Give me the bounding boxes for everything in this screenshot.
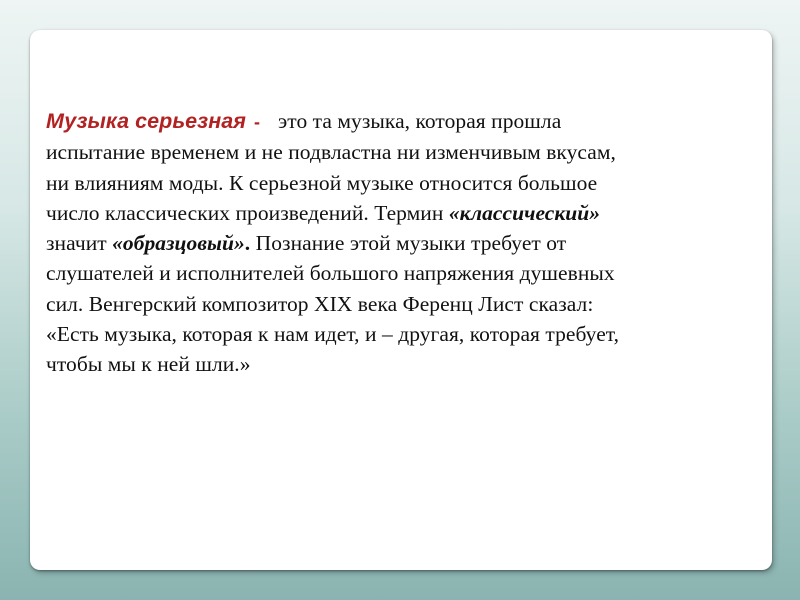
paragraph-line-8 [46,319,776,349]
bold-period: . [244,231,251,256]
heading-dash: - [253,112,261,132]
paragraph-line-7 [46,289,776,319]
line-text: число классических произведений. Термин [46,200,449,225]
paragraph-line-6 [46,258,776,288]
term-exemplary: «образцовый» [112,231,245,256]
paragraph-line-9 [46,349,776,379]
line-text: ни влияниям моды. К серьезной музыке относится большое [46,170,598,195]
line-text: Познание этой музыки требует от [250,231,567,256]
term-classical: «классический» [448,200,601,225]
paragraph-line-2 [46,137,776,167]
term-heading: Музыка серьезная [46,109,246,133]
definition-paragraph [46,106,776,380]
line-text: сил. Венгерский композитор XIX века Ференц Лист сказал: [46,291,594,316]
paragraph-line-3 [46,168,776,198]
quote-text: «Есть музыка, которая к нам идет, и – другая, которая требует, [46,322,620,347]
line-text: слушателей и исполнителей большого напряжения душевных [46,261,615,286]
line-text: значит [46,231,113,256]
paragraph-line-4 [46,198,776,228]
paragraph-line-1 [46,106,776,137]
quote-text: чтобы мы к ней шли.» [46,352,251,377]
line-text: это та музыка, которая прошла [278,109,562,133]
paragraph-line-5 [46,228,776,258]
line-text: испытание временем и не подвластна ни изменчивым вкусам, [46,140,616,165]
